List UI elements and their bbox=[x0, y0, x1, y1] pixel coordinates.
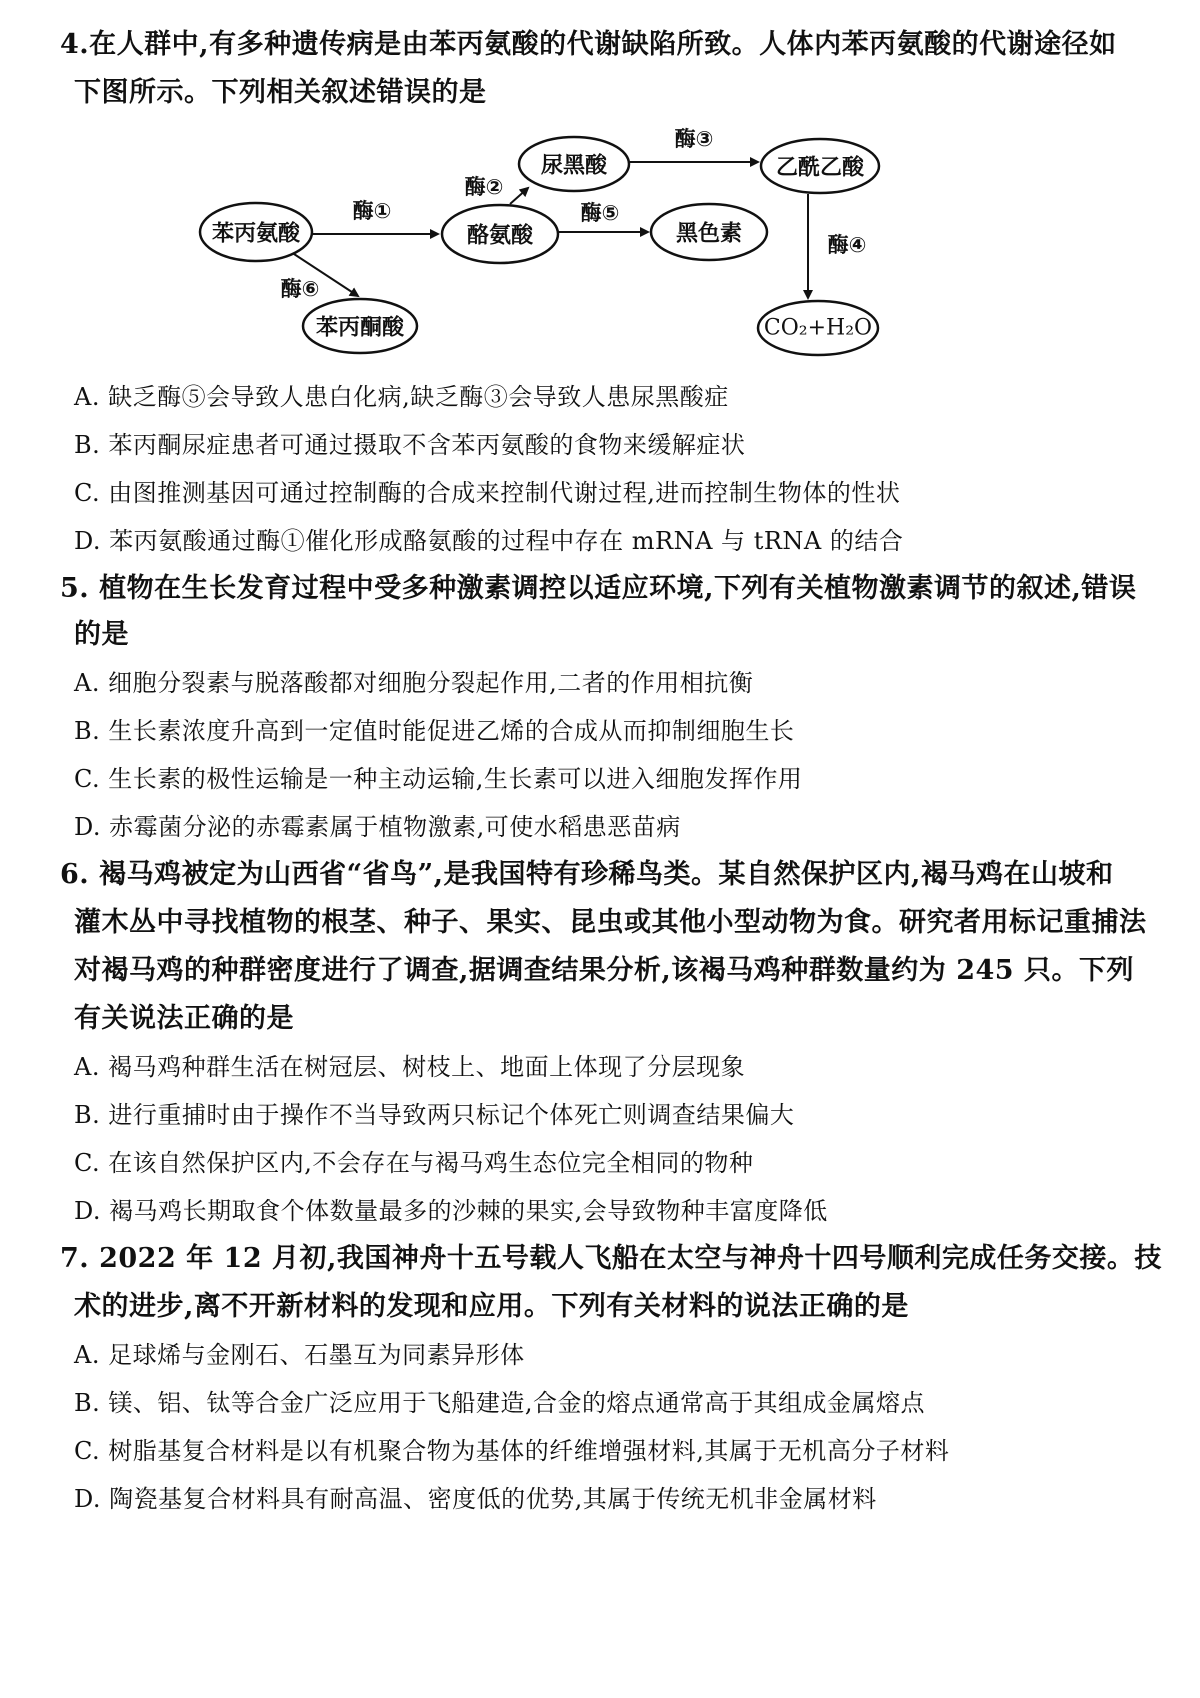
q4-option-b: B. 苯丙酮尿症患者可通过摄取不含苯丙氨酸的食物来缓解症状 bbox=[74, 431, 746, 459]
metabolism-pathway-diagram bbox=[190, 128, 990, 378]
label-melanin: 黑色素 bbox=[675, 221, 743, 247]
q6-option-a: A. 褐马鸡种群生活在树冠层、树枝上、地面上体现了分层现象 bbox=[74, 1053, 746, 1081]
q7-option-c: C. 树脂基复合材料是以有机聚合物为基体的纤维增强材料,其属于无机高分子材料 bbox=[74, 1437, 950, 1465]
label-acetoacetate: 乙酰乙酸 bbox=[775, 155, 865, 181]
q7-option-d: D. 陶瓷基复合材料具有耐高温、密度低的优势,其属于传统无机非金属材料 bbox=[74, 1485, 877, 1513]
q5-option-c: C. 生长素的极性运输是一种主动运输,生长素可以进入细胞发挥作用 bbox=[74, 765, 803, 793]
q5-option-d: D. 赤霉菌分泌的赤霉素属于植物激素,可使水稻患恶苗病 bbox=[74, 813, 681, 841]
q6-stem-line1: 6. 褐马鸡被定为山西省“省鸟”,是我国特有珍稀鸟类。某自然保护区内,褐马鸡在山坡和 bbox=[60, 859, 1114, 890]
label-homogentisic-acid: 尿黑酸 bbox=[540, 153, 608, 179]
q6-stem-line3: 对褐马鸡的种群密度进行了调查,据调查结果分析,该褐马鸡种群数量约为 245 只。下列 bbox=[74, 955, 1134, 986]
q7-option-b: B. 镁、铝、钛等合金广泛应用于飞船建造,合金的熔点通常高于其组成金属熔点 bbox=[74, 1389, 926, 1417]
label-phenylpyruvate: 苯丙酮酸 bbox=[315, 315, 405, 341]
arrow-enzyme2 bbox=[510, 188, 528, 204]
q5-stem-line1: 5. 植物在生长发育过程中受多种激素调控以适应环境,下列有关植物激素调节的叙述,错误 bbox=[60, 573, 1137, 604]
q6-stem-line4: 有关说法正确的是 bbox=[74, 1003, 294, 1034]
label-phenylalanine: 苯丙氨酸 bbox=[211, 221, 301, 247]
q4-stem-line1: 4.在人群中,有多种遗传病是由苯丙氨酸的代谢缺陷所致。人体内苯丙氨酸的代谢途径如 bbox=[60, 29, 1117, 60]
q6-option-d: D. 褐马鸡长期取食个体数量最多的沙棘的果实,会导致物种丰富度降低 bbox=[74, 1197, 828, 1225]
q6-option-b: B. 进行重捕时由于操作不当导致两只标记个体死亡则调查结果偏大 bbox=[74, 1101, 795, 1129]
q7-stem-line1: 7. 2022 年 12 月初,我国神舟十五号载人飞船在太空与神舟十四号顺利完成任务交接。技 bbox=[60, 1243, 1162, 1274]
q7-stem-line2: 术的进步,离不开新材料的发现和应用。下列有关材料的说法正确的是 bbox=[74, 1291, 909, 1322]
q4-stem-line2: 下图所示。下列相关叙述错误的是 bbox=[74, 77, 487, 108]
label-enzyme4: 酶④ bbox=[827, 233, 867, 257]
q5-option-a: A. 细胞分裂素与脱落酸都对细胞分裂起作用,二者的作用相抗衡 bbox=[74, 669, 754, 697]
q5-stem-line2: 的是 bbox=[74, 619, 129, 650]
q6-stem-line2: 灌木丛中寻找植物的根茎、种子、果实、昆虫或其他小型动物为食。研究者用标记重捕法 bbox=[74, 907, 1147, 938]
q4-option-a: A. 缺乏酶⑤会导致人患白化病,缺乏酶③会导致人患尿黑酸症 bbox=[74, 383, 729, 411]
q4-option-c: C. 由图推测基因可通过控制酶的合成来控制代谢过程,进而控制生物体的性状 bbox=[74, 479, 901, 507]
label-enzyme3: 酶③ bbox=[674, 127, 714, 151]
label-enzyme6: 酶⑥ bbox=[280, 277, 320, 301]
q6-option-c: C. 在该自然保护区内,不会存在与褐马鸡生态位完全相同的物种 bbox=[74, 1149, 754, 1177]
label-tyrosine: 酪氨酸 bbox=[466, 223, 534, 249]
label-enzyme2: 酶② bbox=[464, 175, 504, 199]
q4-option-d: D. 苯丙氨酸通过酶①催化形成酪氨酸的过程中存在 mRNA 与 tRNA 的结合 bbox=[74, 527, 904, 555]
label-enzyme1: 酶① bbox=[352, 199, 392, 223]
q5-option-b: B. 生长素浓度升高到一定值时能促进乙烯的合成从而抑制细胞生长 bbox=[74, 717, 795, 745]
q7-option-a: A. 足球烯与金刚石、石墨互为同素异形体 bbox=[74, 1341, 525, 1369]
label-enzyme5: 酶⑤ bbox=[580, 201, 620, 225]
label-co2-h2o: CO₂+H₂O bbox=[763, 315, 873, 341]
